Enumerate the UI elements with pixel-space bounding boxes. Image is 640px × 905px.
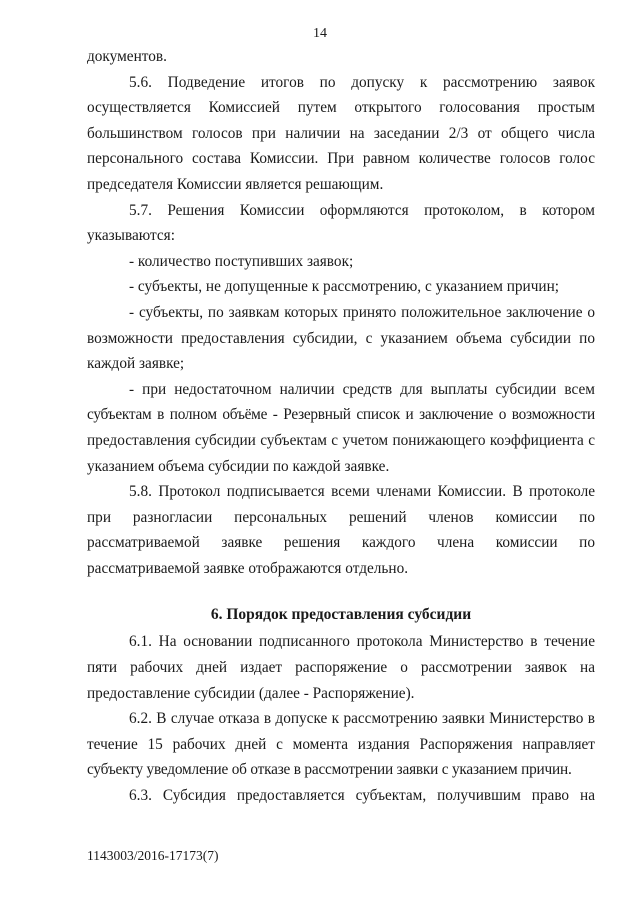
text-line: большинством голосов при наличии на заседании 2/3 от общего числа xyxy=(87,124,595,142)
text-line: предоставление субсидии (далее - Распоряжение). xyxy=(87,684,415,702)
text-line: - при недостаточном наличии средств для выплаты субсидии всем xyxy=(129,380,595,398)
text-line: - субъекты, не допущенные к рассмотрению, с указанием причин; xyxy=(129,278,560,296)
bullet-item xyxy=(87,377,595,479)
page-number: 14 xyxy=(313,26,327,41)
text-line: персонального состава Комиссии. При равном количестве голосов голос xyxy=(87,150,595,168)
text-line: пяти рабочих дней издает распоряжение о рассмотрении заявок на xyxy=(87,659,595,677)
text-line: 6.1. На основании подписанного протокола Министерство в течение xyxy=(129,633,595,651)
text-line: 5.6. Подведение итогов по допуску к рассмотрению заявок xyxy=(129,73,595,91)
text-line: председателя Комиссии является решающим. xyxy=(87,175,384,193)
text-line: возможности предоставления субсидии, с указанием объема субсидии по xyxy=(87,329,595,347)
text-line: при разногласии персональных решений членов комиссии по xyxy=(87,508,595,526)
paragraph-5-6 xyxy=(87,70,595,198)
text-line: 6.3. Субсидия предоставляется субъектам, получившим право на xyxy=(129,787,595,805)
text-line: рассматриваемой заявке отображаются отдельно. xyxy=(87,559,409,577)
paragraph-6-1 xyxy=(87,629,595,706)
text-line: каждой заявке; xyxy=(87,355,185,373)
text-line: 5.7. Решения Комиссии оформляются протоколом, в котором xyxy=(129,201,595,219)
document-body xyxy=(87,44,595,809)
bullet-item xyxy=(87,249,595,275)
text-line: указываются: xyxy=(87,227,175,245)
section-heading: 6. Порядок предоставления субсидии xyxy=(210,606,472,624)
text-line: субъектам в полном объёме - Резервный список и заключение о возможности xyxy=(87,406,595,424)
text-line: указанием объема субсидии по каждой заявке. xyxy=(87,457,390,475)
text-line: документов. xyxy=(87,48,167,65)
paragraph-6-3 xyxy=(87,783,595,809)
text-line: - субъекты, по заявкам которых принято положительное заключение о xyxy=(129,303,595,321)
continuation-text xyxy=(87,44,595,70)
text-line: 5.8. Протокол подписывается всеми членами Комиссии. В протоколе xyxy=(129,483,595,501)
text-line: рассматриваемой заявке решения каждого члена комиссии по xyxy=(87,534,595,552)
paragraph-5-8 xyxy=(87,479,595,581)
text-line: течение 15 рабочих дней с момента издания Распоряжения направляет xyxy=(87,735,595,753)
paragraph-5-7 xyxy=(87,198,595,249)
document-code: 1143003/2016-17173(7) xyxy=(87,848,219,863)
text-line: 6.2. В случае отказа в допуске к рассмотрению заявки Министерство в xyxy=(129,710,595,728)
text-line: осуществляется Комиссией путем открытого голосования простым xyxy=(87,99,595,117)
bullet-item xyxy=(87,274,595,300)
text-line: предоставления субсидии субъектам с учетом понижающего коэффициента с xyxy=(87,431,595,449)
text-line: - количество поступивших заявок; xyxy=(129,252,354,270)
text-line: субъекту уведомление об отказе в рассмотрении заявки с указанием причин. xyxy=(87,761,572,779)
bullet-item xyxy=(87,300,595,377)
paragraph-6-2 xyxy=(87,706,595,783)
